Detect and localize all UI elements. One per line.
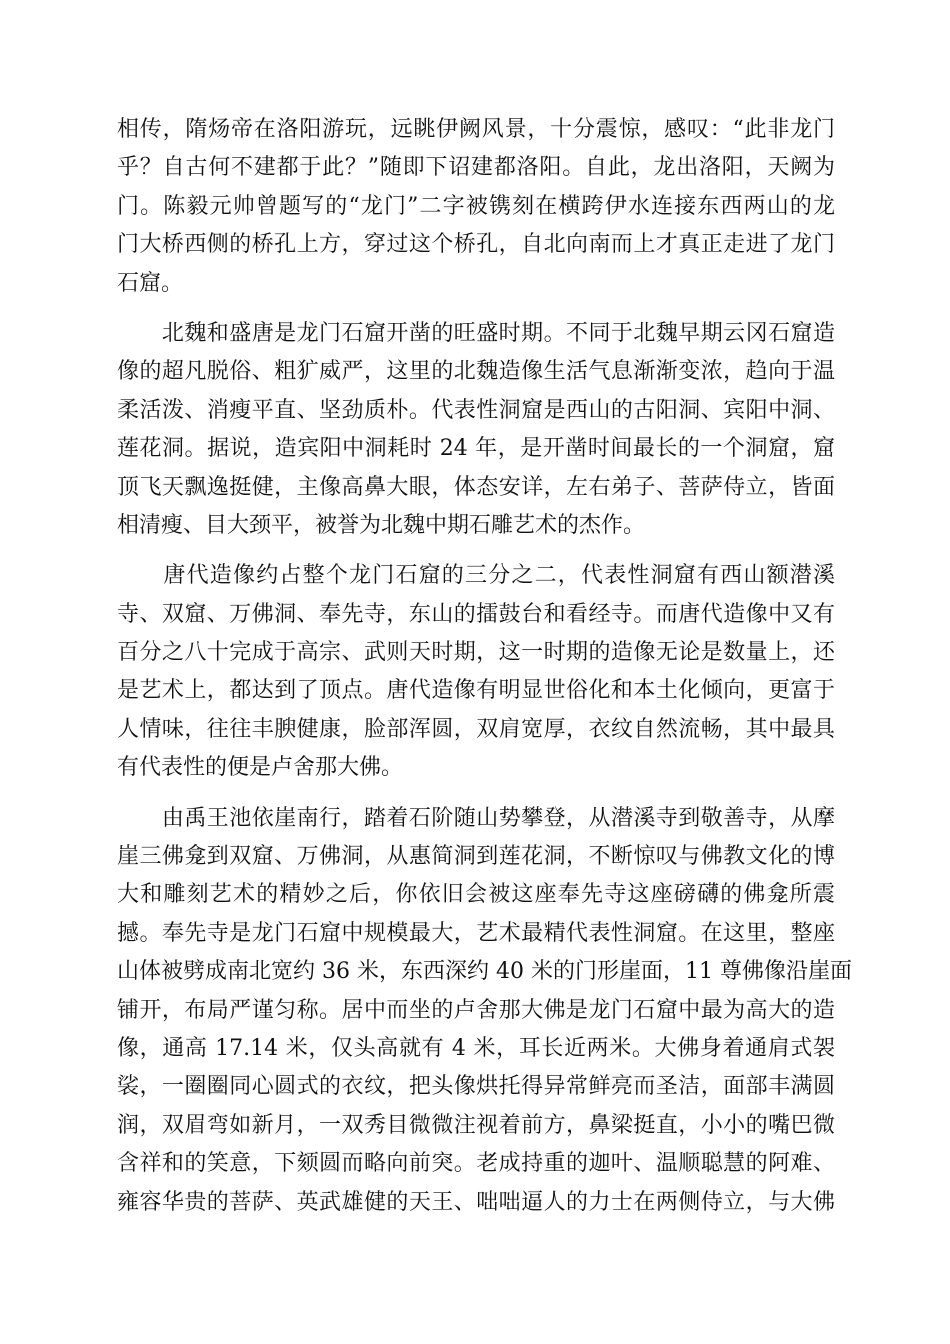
text-line: 像，通高 17.14 米，仅头高就有 4 米，耳长近两米。大佛身着通肩式袈 [117,1035,835,1061]
paragraph-northern-wei [117,315,835,545]
text-line: 相清瘦、目大颈平，被誉为北魏中期石雕艺术的杰作。 [117,512,646,538]
paragraph-gap [117,303,835,315]
text-line: 顶飞天飘逸挺健，主像高鼻大眼，体态安详，左右弟子、菩萨侍立，皆面 [117,474,835,500]
text-line: 莲花洞。据说，造宾阳中洞耗时 24 年，是开凿时间最长的一个洞窟，窟 [117,436,835,462]
text-line: 铺开，布局严谨匀称。居中而坐的卢舍那大佛是龙门石窟中最为高大的造 [117,997,835,1023]
text-line: 唐代造像约占整个龙门石窟的三分之二，代表性洞窟有西山额潜溪 [117,563,835,589]
paragraph-gap [117,545,835,557]
text-line: 大和雕刻艺术的精妙之后，你依旧会被这座奉先寺这座磅礴的佛龛所震 [117,882,835,908]
text-line: 山体被劈成南北宽约 36 米，东西深约 40 米的门形崖面，11 尊佛像沿崖面 [117,959,852,985]
text-line: 人情味，往往丰腴健康，脸部浑圆，双肩宽厚，衣纹自然流畅，其中最具 [117,716,835,742]
text-line: 是艺术上，都达到了顶点。唐代造像有明显世俗化和本土化倾向，更富于 [117,678,835,704]
text-line: 雍容华贵的菩萨、英武雄健的天王、咄咄逼人的力士在两侧侍立，与大佛 [117,1189,835,1215]
text-line: 门大桥西侧的桥孔上方，穿过这个桥孔，自北向南而上才真正走进了龙门 [117,232,835,258]
text-line: 由禹王池依崖南行，踏着石阶随山势攀登，从潜溪寺到敬善寺，从摩 [117,805,835,831]
paragraph-intro [117,111,835,303]
text-line: 柔活泼、消瘦平直、坚劲质朴。代表性洞窟是西山的古阳洞、宾阳中洞、 [117,397,835,423]
text-line: 乎？自古何不建都于此？”随即下诏建都洛阳。自此，龙出洛阳，天阙为 [117,155,835,181]
text-line: 相传，隋炀帝在洛阳游玩，远眺伊阙风景，十分震惊，感叹：“此非龙门 [117,117,835,142]
text-line: 像的超凡脱俗、粗犷威严，这里的北魏造像生活气息渐渐变浓，趋向于温 [117,359,835,385]
text-line: 门。陈毅元帅曾题写的“龙门”二字被镌刻在横跨伊水连接东西两山的龙 [117,193,835,219]
text-line: 石窟。 [117,270,184,296]
document-page [117,111,852,1222]
text-line: 裟，一圈圈同心圆式的衣纹，把头像烘托得异常鲜亮而圣洁，面部丰满圆 [117,1074,835,1100]
paragraph-tang-dynasty [117,557,835,787]
text-line: 崖三佛龛到双窟、万佛洞，从惠简洞到莲花洞，不断惊叹与佛教文化的博 [117,844,835,870]
text-line: 撼。奉先寺是龙门石窟中规模最大，艺术最精代表性洞窟。在这里，整座 [117,920,835,946]
text-line: 北魏和盛唐是龙门石窟开凿的旺盛时期。不同于北魏早期云冈石窟造 [117,320,835,346]
paragraph-gap [117,788,835,800]
text-line: 含祥和的笑意，下颏圆而略向前突。老成持重的迦叶、温顺聪慧的阿难、 [117,1151,835,1177]
text-line: 有代表性的便是卢舍那大佛。 [117,755,404,781]
text-line: 百分之八十完成于高宗、武则天时期，这一时期的造像无论是数量上，还 [117,640,835,666]
text-line: 润，双眉弯如新月，一双秀目微微注视着前方，鼻梁挺直，小小的嘴巴微 [117,1112,835,1138]
paragraph-fengxian-temple [117,800,852,1222]
text-line: 寺、双窟、万佛洞、奉先寺，东山的擂鼓台和看经寺。而唐代造像中又有 [117,601,835,627]
